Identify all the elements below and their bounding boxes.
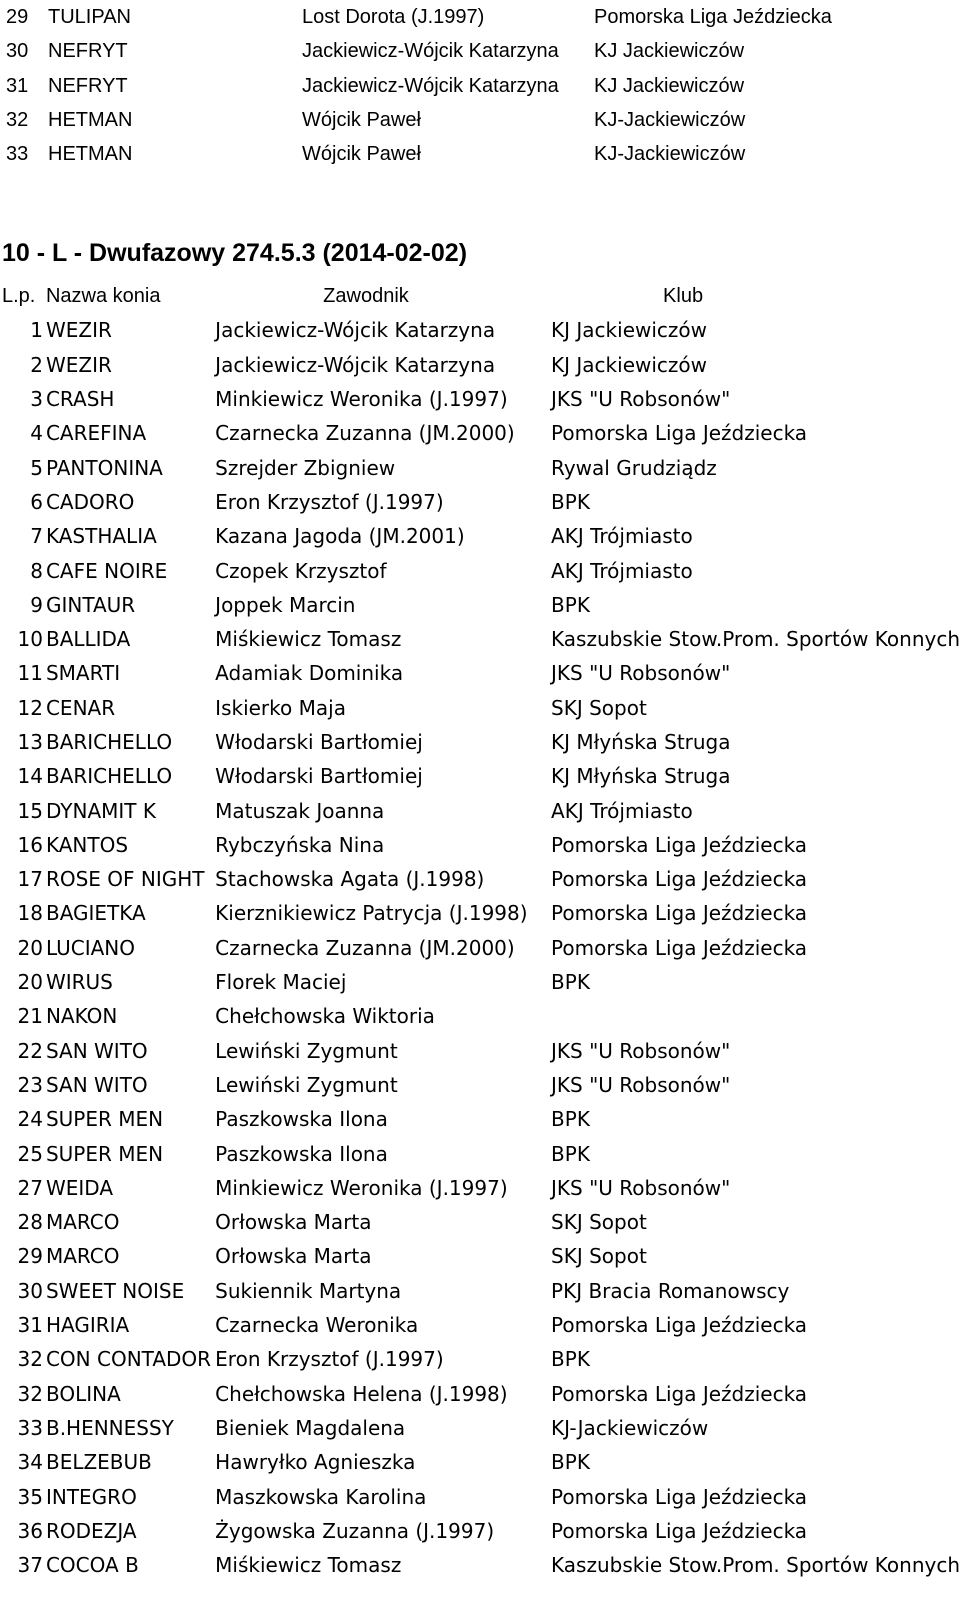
cell-rider: Joppek Marcin xyxy=(215,592,356,617)
cell-rider: Jackiewicz-Wójcik Katarzyna xyxy=(302,74,559,97)
cell-lp: 14 xyxy=(17,764,43,789)
cell-club: KJ Jackiewiczów xyxy=(551,352,707,377)
table-row xyxy=(0,622,960,656)
cell-club: JKS "U Robsonów" xyxy=(551,387,731,412)
cell-rider: Lewiński Zygmunt xyxy=(215,1072,398,1097)
cell-club: Pomorska Liga Jeździecka xyxy=(551,935,808,960)
cell-rider: Stachowska Agata (J.1998) xyxy=(215,867,485,892)
cell-horse-name: DYNAMIT K xyxy=(45,798,156,823)
table-row xyxy=(0,553,960,587)
cell-rider: Czopek Krzysztof xyxy=(215,558,387,583)
table-row xyxy=(0,1068,960,1102)
table-row xyxy=(0,348,960,382)
cell-rider: Orłowska Marta xyxy=(215,1244,372,1269)
cell-club: JKS "U Robsonów" xyxy=(551,1072,731,1097)
table-row xyxy=(0,382,960,416)
header-lp: L.p. xyxy=(2,285,36,308)
header-club: Klub xyxy=(663,285,704,308)
previous-results-table xyxy=(0,0,832,171)
cell-lp: 2 xyxy=(30,352,43,377)
section-title: 10 - L - Dwufazowy 274.5.3 (2014-02-02) xyxy=(2,239,468,267)
cell-horse-name: KASTHALIA xyxy=(45,524,157,549)
cell-rider: Rybczyńska Nina xyxy=(215,832,385,857)
cell-lp: 13 xyxy=(17,730,43,754)
cell-club: PKJ Bracia Romanowscy xyxy=(551,1278,790,1303)
table-row xyxy=(0,1102,960,1136)
cell-rider: Eron Krzysztof (J.1997) xyxy=(215,489,444,514)
cell-lp: 4 xyxy=(30,421,43,446)
cell-rider: Jackiewicz-Wójcik Katarzyna xyxy=(215,318,496,343)
table-row xyxy=(0,313,960,347)
cell-horse-name: PANTONINA xyxy=(45,455,163,480)
cell-horse-name: GINTAUR xyxy=(45,592,136,617)
cell-horse-name: MARCO xyxy=(45,1210,120,1235)
cell-club: Pomorska Liga Jeździecka xyxy=(594,6,832,29)
cell-club: KJ-Jackiewiczów xyxy=(551,1415,709,1440)
cell-club: Pomorska Liga Jeździecka xyxy=(551,421,808,446)
cell-lp: 17 xyxy=(17,867,43,892)
cell-horse-name: CAFE NOIRE xyxy=(45,558,168,583)
table-row xyxy=(0,1205,960,1239)
cell-horse-name: COCOA B xyxy=(45,1553,139,1578)
table-row xyxy=(0,137,832,171)
cell-rider: Jackiewicz-Wójcik Katarzyna xyxy=(302,40,559,63)
table-row xyxy=(0,1239,960,1273)
cell-rider: Kazana Jagoda (JM.2001) xyxy=(215,524,465,549)
cell-horse-name: HAGIRIA xyxy=(45,1313,130,1338)
cell-club: Kaszubskie Stow.Prom. Sportów Konnych xyxy=(551,1553,960,1578)
cell-club: Rywal Grudziądz xyxy=(551,455,717,480)
table-row xyxy=(0,103,832,137)
cell-rider: Włodarski Bartłomiej xyxy=(215,764,423,789)
cell-rider: Eron Krzysztof (J.1997) xyxy=(215,1347,444,1372)
cell-club: SKJ Sopot xyxy=(551,1210,647,1235)
cell-rider: Czarnecka Zuzanna (JM.2000) xyxy=(215,421,515,446)
header-horse-name: Nazwa konia xyxy=(45,285,161,308)
table-row xyxy=(0,1479,960,1513)
cell-horse-name: LUCIANO xyxy=(45,935,136,960)
cell-lp: 11 xyxy=(17,661,43,686)
cell-lp: 12 xyxy=(17,695,43,720)
table-row xyxy=(0,691,960,725)
cell-horse-name: BALLIDA xyxy=(45,627,131,652)
cell-club: SKJ Sopot xyxy=(551,1244,647,1269)
cell-lp: 30 xyxy=(17,1278,43,1303)
table-row xyxy=(0,1136,960,1170)
table-row xyxy=(0,965,960,999)
cell-rider: Czarnecka Zuzanna (JM.2000) xyxy=(215,935,515,960)
cell-horse-name: WIRUS xyxy=(45,970,113,995)
previous-results-body xyxy=(0,0,832,171)
cell-horse-name: ROSE OF NIGHT xyxy=(45,867,205,892)
cell-horse-name: SUPER MEN xyxy=(45,1107,164,1132)
cell-lp: 25 xyxy=(17,1141,43,1166)
cell-rider: Żygowska Zuzanna (J.1997) xyxy=(215,1518,495,1543)
cell-rider: Minkiewicz Weronika (J.1997) xyxy=(215,1175,508,1200)
cell-lp: 36 xyxy=(17,1518,43,1543)
cell-horse-name: CAREFINA xyxy=(45,421,147,446)
cell-club: Pomorska Liga Jeździecka xyxy=(551,1484,808,1509)
cell-rider: Chełchowska Wiktoria xyxy=(215,1004,435,1029)
table-row xyxy=(0,0,832,34)
cell-club: Pomorska Liga Jeździecka xyxy=(551,1313,808,1338)
table-row xyxy=(0,1548,960,1582)
cell-lp: 27 xyxy=(17,1175,43,1200)
cell-horse-name: INTEGRO xyxy=(45,1484,137,1509)
cell-lp: 34 xyxy=(17,1450,43,1475)
cell-horse-name: SWEET NOISE xyxy=(45,1278,185,1303)
cell-horse-name: SAN WITO xyxy=(45,1072,148,1097)
cell-horse-name: CADORO xyxy=(45,489,135,514)
cell-lp: 20 xyxy=(17,970,43,995)
cell-horse-name: BELZEBUB xyxy=(45,1450,152,1475)
cell-club: Pomorska Liga Jeździecka xyxy=(551,867,808,892)
cell-lp: 32 xyxy=(6,109,29,132)
cell-club: KJ Jackiewiczów xyxy=(594,40,745,63)
table-row xyxy=(0,450,960,484)
table-row xyxy=(0,1034,960,1068)
cell-horse-name: WEZIR xyxy=(45,352,112,377)
cell-horse-name: RODEZJA xyxy=(45,1518,137,1543)
table-row xyxy=(0,931,960,965)
cell-club: AKJ Trójmiasto xyxy=(551,798,693,823)
cell-club: KJ Młyńska Struga xyxy=(551,764,731,789)
cell-horse-name: NAKON xyxy=(45,1004,118,1029)
table-row xyxy=(0,725,960,759)
cell-club: KJ Jackiewiczów xyxy=(551,318,707,343)
cell-horse-name: NEFRYT xyxy=(48,40,128,63)
cell-lp: 22 xyxy=(17,1038,43,1063)
cell-club: KJ-Jackiewiczów xyxy=(594,109,746,132)
cell-horse-name: BARICHELLO xyxy=(45,730,173,754)
cell-rider: Wójcik Paweł xyxy=(302,143,421,166)
cell-horse-name: BOLINA xyxy=(45,1381,121,1406)
cell-club xyxy=(551,999,960,1033)
table-row xyxy=(0,793,960,827)
table-row xyxy=(0,828,960,862)
cell-lp: 15 xyxy=(17,798,43,823)
cell-club: BPK xyxy=(551,1450,590,1475)
table-row xyxy=(0,416,960,450)
cell-club: BPK xyxy=(551,592,590,617)
cell-lp: 29 xyxy=(6,6,29,29)
cell-rider: Miśkiewicz Tomasz xyxy=(215,1553,402,1578)
table-row xyxy=(0,69,832,103)
cell-horse-name: BARICHELLO xyxy=(45,764,173,789)
cell-rider: Kierznikiewicz Patrycja (J.1998) xyxy=(215,901,528,926)
cell-rider: Paszkowska Ilona xyxy=(215,1107,388,1132)
cell-club: KJ Jackiewiczów xyxy=(594,74,745,97)
cell-lp: 21 xyxy=(17,1004,43,1029)
table-row xyxy=(0,1274,960,1308)
cell-lp: 32 xyxy=(17,1381,43,1406)
cell-club: Pomorska Liga Jeździecka xyxy=(551,1518,808,1543)
cell-rider: Jackiewicz-Wójcik Katarzyna xyxy=(215,352,496,377)
table-row xyxy=(0,1514,960,1548)
cell-lp: 28 xyxy=(17,1210,43,1235)
table-row xyxy=(0,1171,960,1205)
cell-club: BPK xyxy=(551,1347,590,1372)
cell-horse-name: SAN WITO xyxy=(45,1038,148,1063)
cell-lp: 37 xyxy=(17,1553,43,1578)
cell-horse-name: WEIDA xyxy=(45,1175,114,1200)
header-rider: Zawodnik xyxy=(323,285,409,308)
cell-club: AKJ Trójmiasto xyxy=(551,524,693,549)
table-row xyxy=(0,519,960,553)
cell-club: Pomorska Liga Jeździecka xyxy=(551,901,808,926)
table-row xyxy=(0,588,960,622)
cell-lp: 20 xyxy=(17,935,43,960)
cell-lp: 16 xyxy=(17,832,43,857)
cell-lp: 32 xyxy=(17,1347,43,1372)
cell-rider: Sukiennik Martyna xyxy=(215,1278,402,1303)
table-row xyxy=(0,862,960,896)
cell-horse-name: KANTOS xyxy=(45,832,129,857)
cell-horse-name: BAGIETKA xyxy=(45,901,146,926)
cell-rider: Lost Dorota (J.1997) xyxy=(302,6,485,29)
cell-lp: 35 xyxy=(17,1484,43,1509)
cell-horse-name: HETMAN xyxy=(48,109,133,132)
cell-club: JKS "U Robsonów" xyxy=(551,1038,731,1063)
cell-horse-name: HETMAN xyxy=(48,143,133,166)
cell-horse-name: B.HENNESSY xyxy=(45,1415,174,1440)
table-row xyxy=(0,34,832,68)
cell-rider: Wójcik Paweł xyxy=(302,109,421,132)
table-row xyxy=(0,896,960,930)
cell-horse-name: CENAR xyxy=(45,695,116,720)
cell-club: JKS "U Robsonów" xyxy=(551,661,731,686)
cell-club: Pomorska Liga Jeździecka xyxy=(551,1381,808,1406)
table-row xyxy=(0,1377,960,1411)
cell-rider: Matuszak Joanna xyxy=(215,798,385,823)
start-list-table xyxy=(0,279,960,1582)
table-row xyxy=(0,1342,960,1376)
cell-lp: 6 xyxy=(30,489,43,514)
table-row xyxy=(0,1445,960,1479)
cell-rider: Czarnecka Weronika xyxy=(215,1313,419,1338)
cell-rider: Orłowska Marta xyxy=(215,1210,372,1235)
cell-club: KJ Młyńska Struga xyxy=(551,730,731,754)
cell-rider: Szrejder Zbigniew xyxy=(215,455,396,480)
cell-lp: 7 xyxy=(30,524,43,549)
cell-lp: 29 xyxy=(17,1244,43,1269)
cell-rider: Włodarski Bartłomiej xyxy=(215,730,423,754)
cell-rider: Chełchowska Helena (J.1998) xyxy=(215,1381,508,1406)
cell-club: Pomorska Liga Jeździecka xyxy=(551,832,808,857)
cell-club: BPK xyxy=(551,489,590,514)
cell-club: BPK xyxy=(551,970,590,995)
cell-lp: 8 xyxy=(30,558,43,583)
table-row xyxy=(0,759,960,793)
cell-club: Kaszubskie Stow.Prom. Sportów Konnych xyxy=(551,627,960,652)
cell-lp: 30 xyxy=(6,40,29,63)
table-row xyxy=(0,656,960,690)
cell-rider: Iskierko Maja xyxy=(215,695,346,720)
cell-rider: Minkiewicz Weronika (J.1997) xyxy=(215,387,508,412)
cell-club: BPK xyxy=(551,1107,590,1132)
cell-lp: 31 xyxy=(17,1313,43,1338)
cell-horse-name: CRASH xyxy=(45,387,115,412)
cell-club: AKJ Trójmiasto xyxy=(551,558,693,583)
cell-horse-name: WEZIR xyxy=(45,318,112,343)
start-list-body xyxy=(0,279,960,1582)
cell-horse-name: MARCO xyxy=(45,1244,120,1269)
table-row xyxy=(0,1411,960,1445)
cell-rider: Miśkiewicz Tomasz xyxy=(215,627,402,652)
cell-horse-name: SUPER MEN xyxy=(45,1141,164,1166)
cell-lp: 5 xyxy=(30,455,43,480)
cell-lp: 9 xyxy=(30,592,43,617)
cell-lp: 33 xyxy=(17,1415,43,1440)
cell-horse-name: NEFRYT xyxy=(48,74,128,97)
table-row xyxy=(0,999,960,1033)
cell-rider: Florek Maciej xyxy=(215,970,347,995)
cell-lp: 1 xyxy=(30,318,43,343)
cell-horse-name: TULIPAN xyxy=(48,6,131,29)
cell-rider: Maszkowska Karolina xyxy=(215,1484,427,1509)
cell-rider: Paszkowska Ilona xyxy=(215,1141,388,1166)
cell-rider: Bieniek Magdalena xyxy=(215,1415,406,1440)
cell-lp: 18 xyxy=(17,901,43,926)
cell-lp: 33 xyxy=(6,143,29,166)
table-header-row xyxy=(0,279,960,313)
cell-horse-name: SMARTI xyxy=(45,661,121,686)
cell-club: SKJ Sopot xyxy=(551,695,647,720)
cell-rider: Lewiński Zygmunt xyxy=(215,1038,398,1063)
cell-lp: 24 xyxy=(17,1107,43,1132)
table-row xyxy=(0,485,960,519)
cell-lp: 31 xyxy=(6,74,29,97)
cell-rider: Adamiak Dominika xyxy=(215,661,404,686)
table-row xyxy=(0,1308,960,1342)
cell-lp: 3 xyxy=(30,387,43,412)
cell-club: JKS "U Robsonów" xyxy=(551,1175,731,1200)
cell-club: KJ-Jackiewiczów xyxy=(594,143,746,166)
cell-club: BPK xyxy=(551,1141,590,1166)
cell-lp: 23 xyxy=(17,1072,43,1097)
cell-rider: Hawryłko Agnieszka xyxy=(215,1450,416,1475)
cell-lp: 10 xyxy=(17,627,43,652)
cell-horse-name: CON CONTADOR xyxy=(45,1347,212,1372)
